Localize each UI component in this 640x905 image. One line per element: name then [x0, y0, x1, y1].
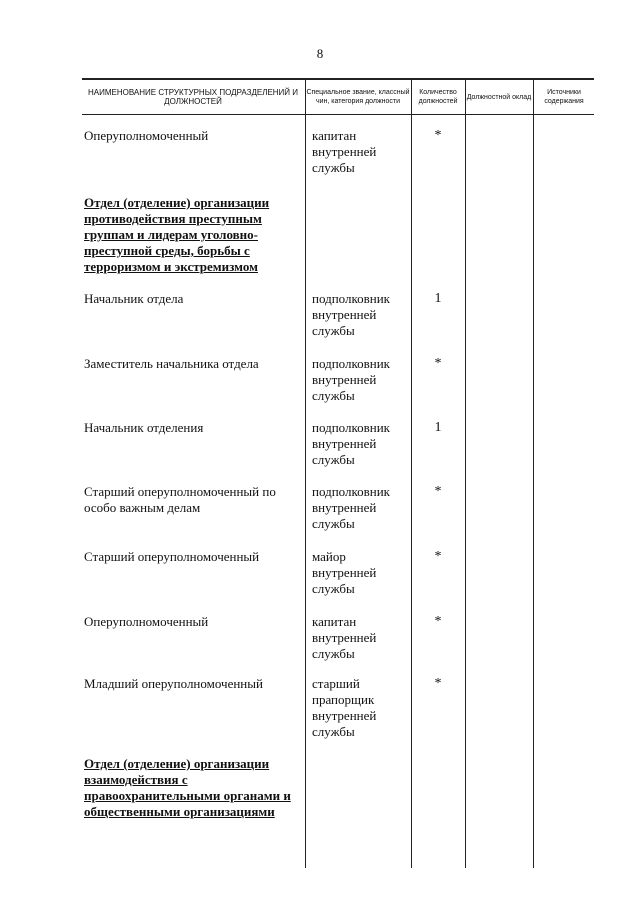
- position-rank: майор внутренней службы: [312, 549, 377, 596]
- position-rank: капитан внутренней службы: [312, 128, 377, 175]
- position-name: Старший оперуполномоченный по особо важным делам: [84, 484, 276, 515]
- position-rank: подполковник внутренней службы: [312, 484, 390, 531]
- section-heading: Отдел (отделение) организации противодействия преступным группам и лидерам уголовно-преступной среды, борьбы с терроризмом и экстремизмом: [84, 195, 270, 274]
- position-rank: подполковник внутренней службы: [312, 356, 390, 403]
- position-count: 1: [434, 420, 442, 435]
- position-name: Старший оперуполномоченный: [84, 549, 260, 564]
- position-count: *: [434, 676, 442, 691]
- position-name: Оперуполномоченный: [84, 614, 209, 629]
- position-rank: подполковник внутренней службы: [312, 291, 390, 338]
- header-salary: Должностной оклад: [466, 93, 532, 101]
- position-count: 1: [434, 291, 442, 306]
- column-divider: [305, 78, 306, 868]
- position-count: *: [434, 614, 442, 629]
- position-name: Заместитель начальника отдела: [84, 356, 259, 371]
- column-divider: [533, 78, 534, 868]
- header-count: Количество должностей: [418, 89, 458, 105]
- column-divider: [465, 78, 466, 868]
- position-name: Начальник отделения: [84, 420, 204, 435]
- page-number: 8: [316, 46, 324, 61]
- position-count: *: [434, 356, 442, 371]
- section-heading: Отдел (отделение) организации взаимодействия с правоохранительными органами и общественными организациями: [84, 756, 291, 819]
- position-count: *: [434, 484, 442, 499]
- header-name: НАИМЕНОВАНИЕ СТРУКТУРНЫХ ПОДРАЗДЕЛЕНИЙ И ДОЛЖНОСТЕЙ: [87, 88, 299, 106]
- staff-table: [82, 78, 594, 868]
- header-source: Источники содержания: [544, 89, 584, 105]
- position-name: Оперуполномоченный: [84, 128, 209, 143]
- position-count: *: [434, 128, 442, 143]
- header-rank: Специальное звание, классный чин, категория должности: [306, 89, 410, 105]
- position-count: *: [434, 549, 442, 564]
- table-header: [82, 78, 594, 115]
- column-divider: [411, 78, 412, 868]
- position-name: Младший оперуполномоченный: [84, 676, 263, 691]
- position-rank: старший прапорщик внутренней службы: [312, 676, 377, 739]
- position-rank: капитан внутренней службы: [312, 614, 377, 661]
- position-rank: подполковник внутренней службы: [312, 420, 390, 467]
- position-name: Начальник отдела: [84, 291, 184, 306]
